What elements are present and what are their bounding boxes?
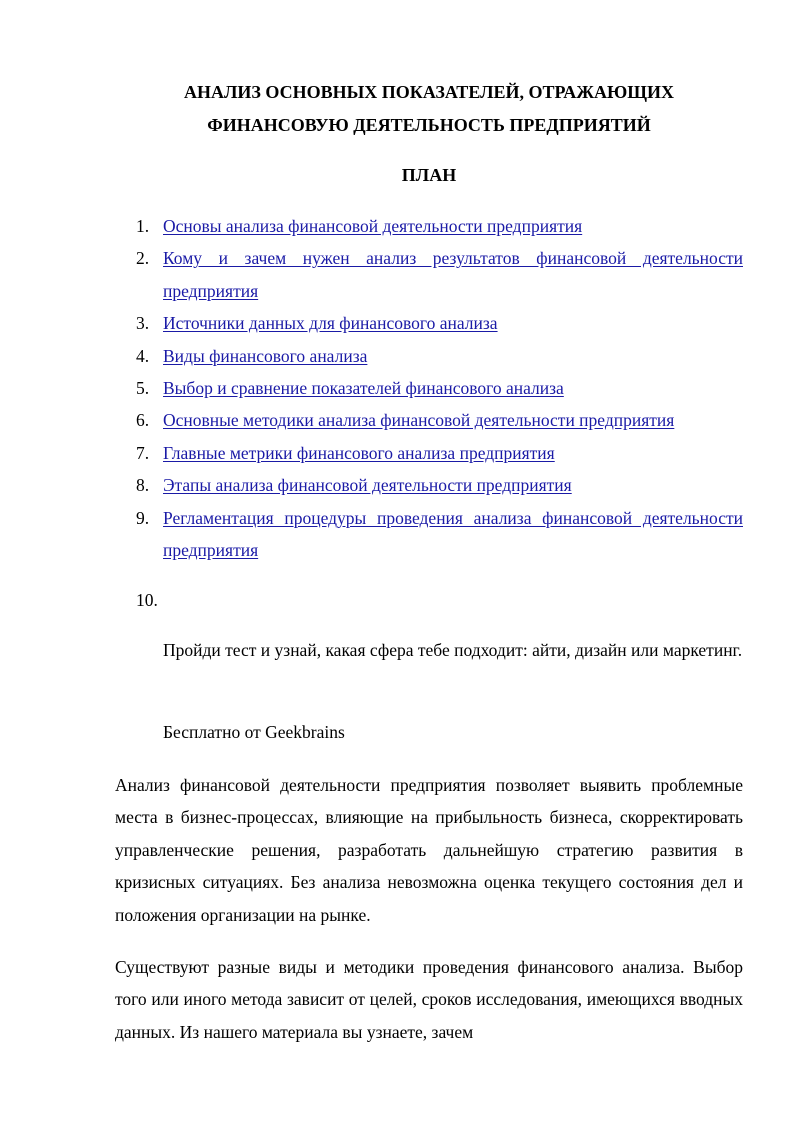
toc-link-regulation[interactable]: Регламентация процедуры проведения анализа финансовой деятельности предприятия bbox=[163, 507, 743, 561]
toc-item-number: 3. bbox=[136, 313, 150, 334]
toc-link-types[interactable]: Виды финансового анализа bbox=[163, 345, 368, 366]
toc-link-metrics[interactable]: Главные метрики финансового анализа предприятия bbox=[163, 442, 555, 463]
toc-item bbox=[115, 242, 743, 307]
toc-item-number: 4. bbox=[136, 345, 150, 366]
toc-item-number: 6. bbox=[136, 410, 150, 431]
toc-link-data-sources[interactable]: Источники данных для финансового анализа bbox=[163, 313, 498, 334]
toc-item-number: 5. bbox=[136, 378, 150, 399]
toc-item-number: 2. bbox=[136, 248, 150, 269]
toc-item bbox=[115, 210, 743, 242]
toc-item bbox=[115, 437, 743, 469]
toc-item bbox=[115, 502, 743, 567]
toc-item bbox=[115, 469, 743, 501]
promo-source: Бесплатно от Geekbrains bbox=[163, 722, 345, 742]
toc-item bbox=[115, 372, 743, 404]
document-title-line-2: ФИНАНСОВУЮ ДЕЯТЕЛЬНОСТЬ ПРЕДПРИЯТИЙ bbox=[207, 115, 651, 135]
toc-item bbox=[115, 404, 743, 436]
toc-link-methods[interactable]: Основные методики анализа финансовой деятельности предприятия bbox=[163, 410, 675, 431]
promo-text[interactable]: Пройди тест и узнай, какая сфера тебе подходит: айти, дизайн или маркетинг. bbox=[163, 640, 743, 660]
plan-heading: ПЛАН bbox=[401, 165, 457, 185]
toc-link-basics[interactable]: Основы анализа финансовой деятельности предприятия bbox=[163, 216, 583, 236]
toc-item-number: 9. bbox=[136, 507, 150, 528]
toc-link-who-needs[interactable]: Кому и зачем нужен анализ результатов финансовой деятельности предприятия bbox=[163, 248, 743, 301]
document-title bbox=[115, 76, 743, 142]
toc-item-number: 8. bbox=[136, 475, 150, 496]
toc-item bbox=[115, 340, 743, 372]
table-of-contents bbox=[115, 210, 743, 566]
toc-item-number: 7. bbox=[136, 442, 150, 463]
toc-item-number: 1. bbox=[136, 216, 150, 236]
toc-link-stages[interactable]: Этапы анализа финансовой деятельности предприятия bbox=[163, 475, 572, 496]
document-page bbox=[115, 0, 743, 1131]
body-paragraph-2: Существуют разные виды и методики проведения финансового анализа. Выбор того или иного метода зависит от целей, сроков исследования, имеющихся вводных данных. Из нашего материала вы узнаете, зачем bbox=[115, 957, 743, 1042]
body-paragraph-1: Анализ финансовой деятельности предприятия позволяет выявить проблемные места в бизнес-процессах, влияющие на прибыльность бизнеса, скорректировать управленческие решения, разработать дальнейшую стратегию развития в кризисных ситуациях. Без анализа невозможна оценка текущего состояния дел и положения организации на рынке. bbox=[115, 775, 743, 925]
toc-item bbox=[115, 307, 743, 339]
toc-item-10-number: 10. bbox=[136, 590, 158, 610]
document-title-line-1: АНАЛИЗ ОСНОВНЫХ ПОКАЗАТЕЛЕЙ, ОТРАЖАЮЩИХ bbox=[183, 82, 675, 102]
toc-link-indicators[interactable]: Выбор и сравнение показателей финансового анализа bbox=[163, 378, 564, 399]
